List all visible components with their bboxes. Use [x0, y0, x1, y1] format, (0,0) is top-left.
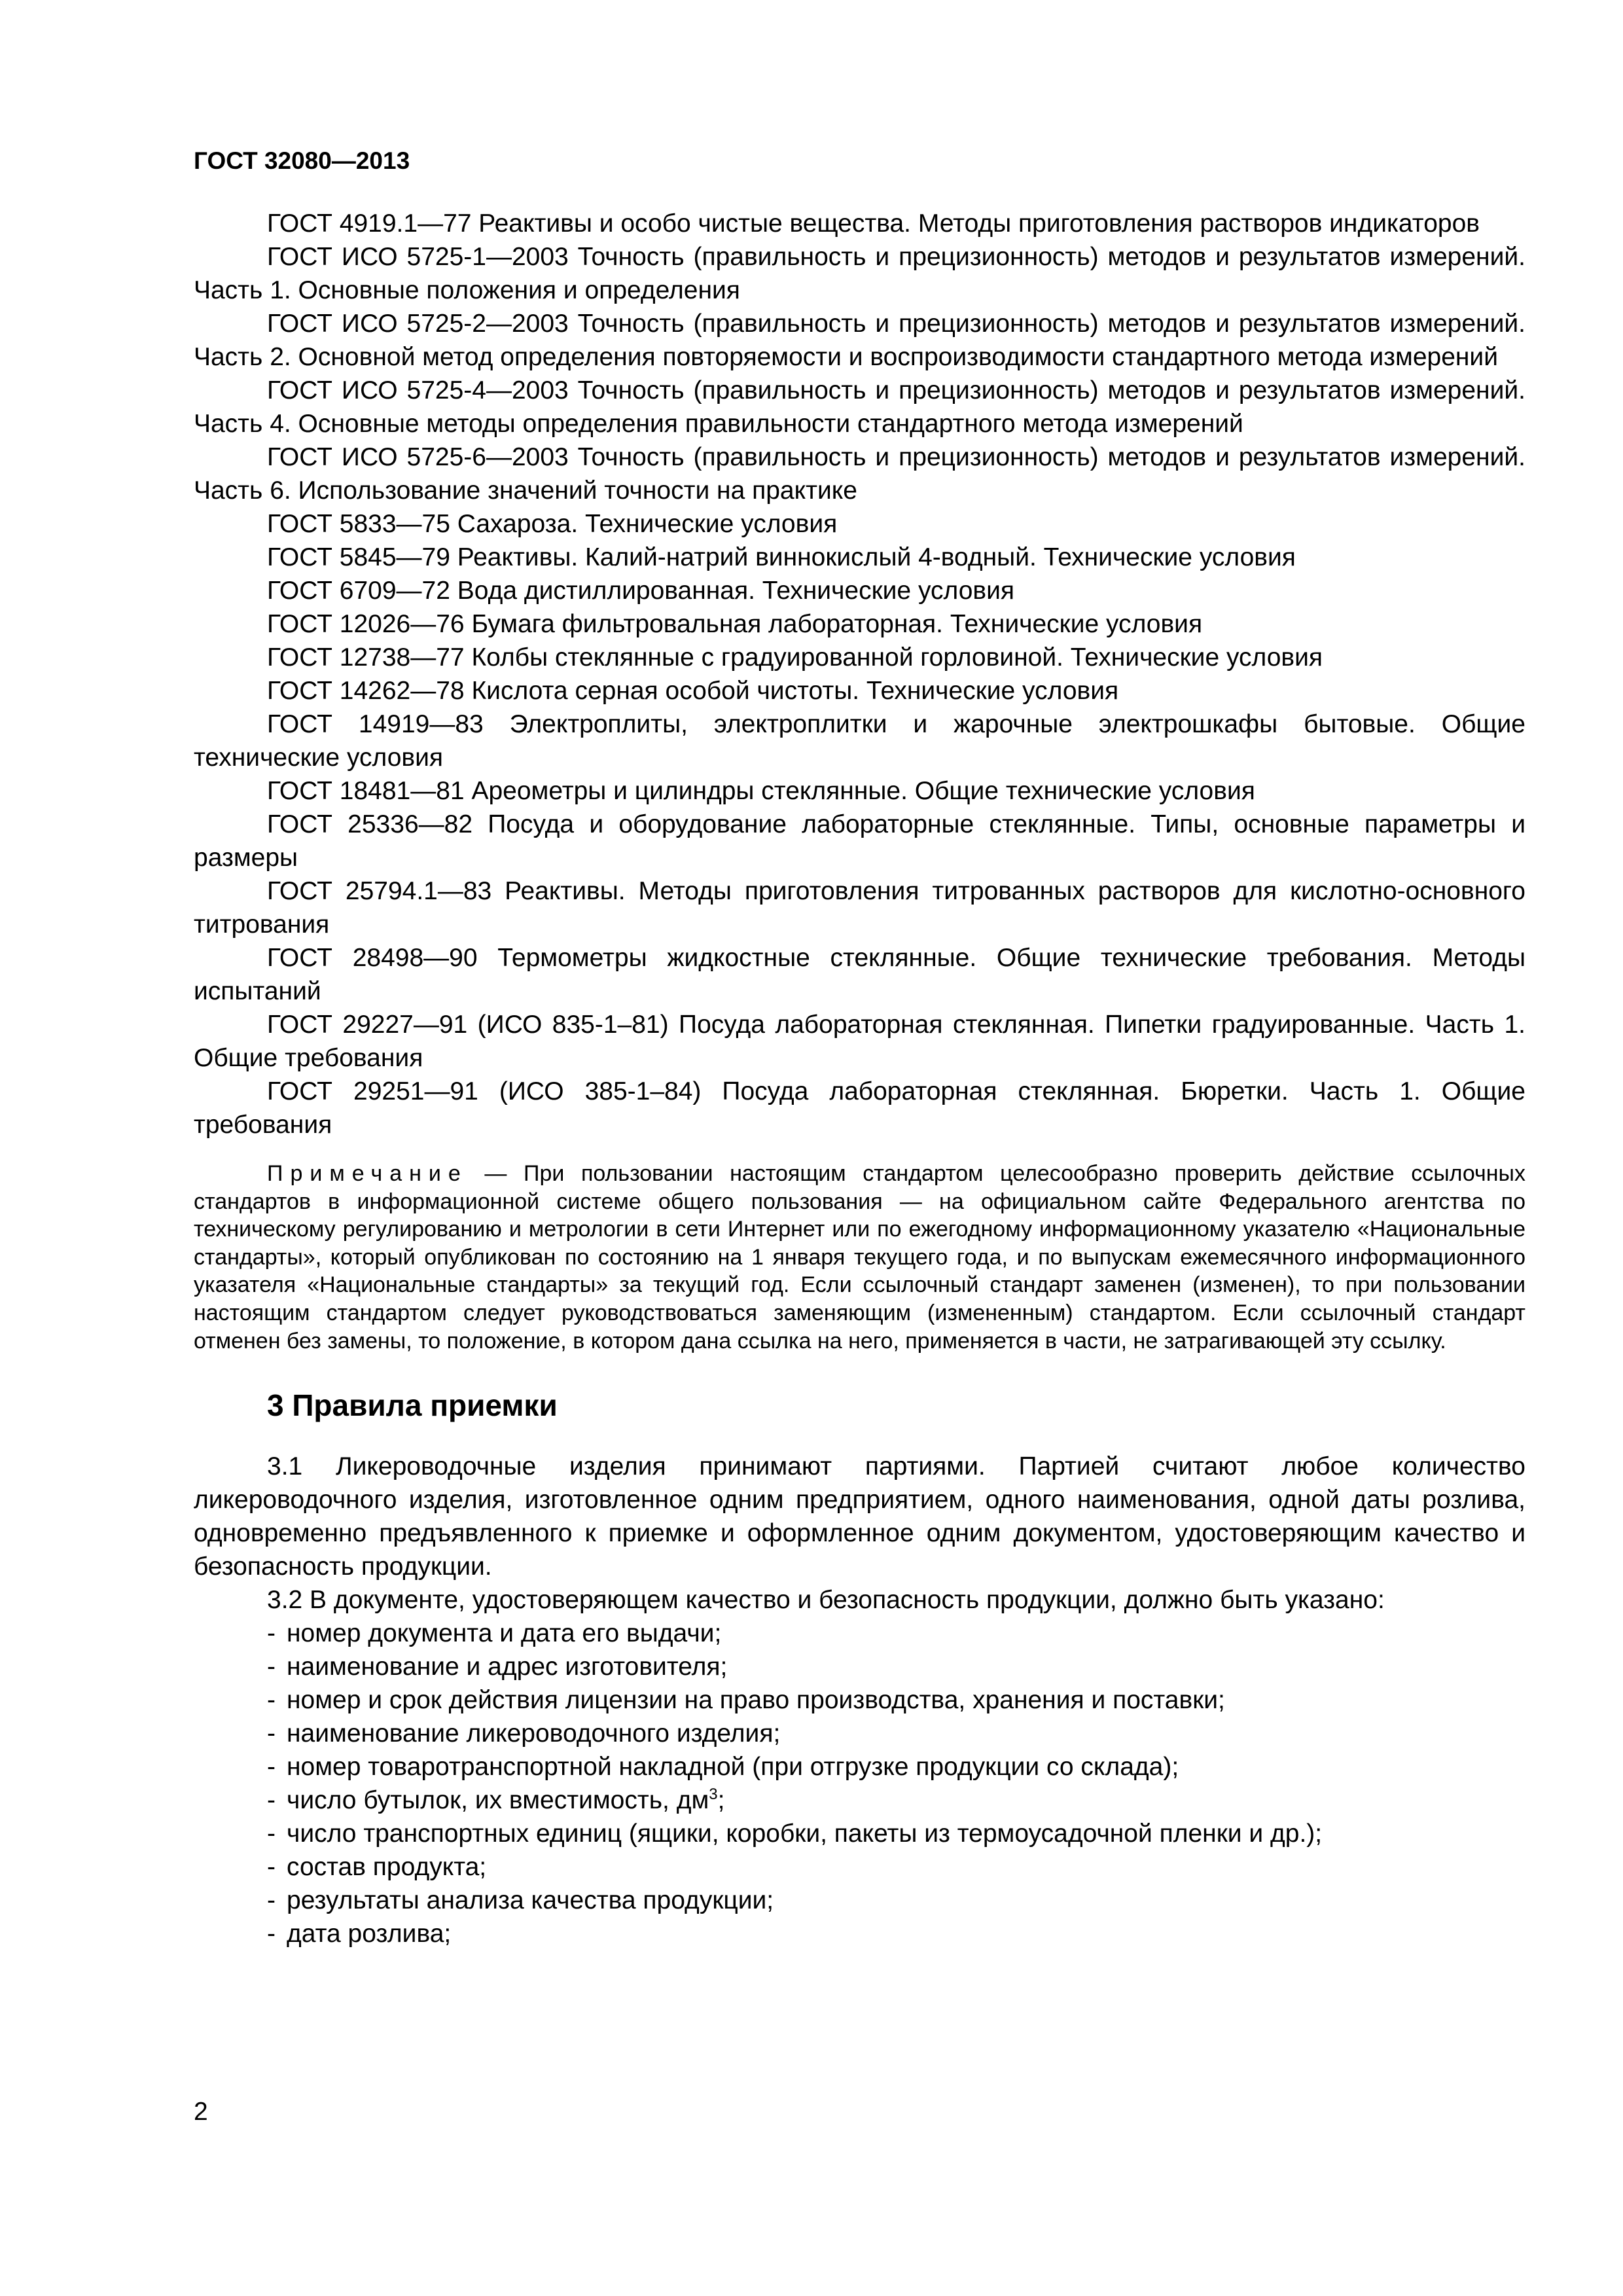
section-title: 3 Правила приемки — [267, 1388, 558, 1423]
reference-item: ГОСТ ИСО 5725-1—2003 Точность (правильность и прецизионность) методов и результатов измерений. Часть 1. Основные положения и определения — [194, 243, 1525, 304]
normative-references-list — [194, 207, 1525, 1141]
page-number: 2 — [194, 2098, 208, 2126]
list-item-text: дата розлива; — [287, 1920, 452, 1948]
clause-3-2: 3.2 В документе, удостоверяющем качество и безопасность продукции, должно быть указано: — [267, 1586, 1385, 1615]
reference-item: ГОСТ ИСО 5725-2—2003 Точность (правильность и прецизионность) методов и результатов измерений. Часть 2. Основной метод определения повторяемости и воспроизводимости стандартного метода измерений — [194, 310, 1525, 371]
list-dash: - — [267, 1786, 276, 1815]
reference-item: ГОСТ 12026—76 Бумага фильтровальная лабораторная. Технические условия — [267, 610, 1203, 638]
list-item-text: число бутылок, их вместимость, дм — [287, 1786, 709, 1815]
list-item-text: номер документа и дата его выдачи; — [287, 1619, 722, 1648]
reference-item: ГОСТ 4919.1—77 Реактивы и особо чистые вещества. Методы приготовления растворов индикаторов — [267, 209, 1480, 238]
superscript: 3 — [709, 1785, 718, 1804]
list-item-text: наименование ликероводочного изделия; — [287, 1719, 781, 1748]
reference-item: ГОСТ 18481—81 Ареометры и цилиндры стеклянные. Общие технические условия — [267, 777, 1255, 805]
list-item — [267, 1717, 1525, 1750]
list-item-text: число транспортных единиц (ящики, коробки, пакеты из термоусадочной пленки и др.); — [287, 1820, 1323, 1848]
reference-item: ГОСТ 29227—91 (ИСО 835-1–81) Посуда лабораторная стеклянная. Пипетки градуированные. Часть 1. Общие требования — [194, 1011, 1525, 1072]
list-item — [267, 1784, 1525, 1817]
reference-item: ГОСТ 25336—82 Посуда и оборудование лабораторные стеклянные. Типы, основные параметры и размеры — [194, 810, 1525, 872]
required-info-list — [194, 1617, 1525, 1950]
list-dash: - — [267, 1920, 276, 1948]
list-item — [267, 1850, 1525, 1884]
clause-3-1: 3.1 Ликероводочные изделия принимают партиями. Партией считают любое количество ликероводочного изделия, изготовленное одним предприятием, одного наименования, одной даты розлива, одновременно предъявленного к приемке и оформленное одним документом, удостоверяющим качество и безопасность продукции. — [194, 1452, 1525, 1581]
list-item — [267, 1817, 1525, 1850]
reference-item: ГОСТ 5845—79 Реактивы. Калий-натрий виннокислый 4-водный. Технические условия — [267, 543, 1296, 571]
list-item — [267, 1650, 1525, 1683]
note-text: — При пользовании настоящим стандартом целесообразно проверить действие ссылочных стандартов в информационной системе общего пользования — на официальном сайте Федерального агентства по техническому регулированию и метрологии в сети Интернет или по ежегодному информационному указателю «Национальные стандарты», который опубликован по состоянию на 1 января текущего года, и по выпускам ежемесячного информационного указателя «Национальные стандарты» за текущий год. Если ссылочный стандарт заменен (изменен), то при пользовании настоящим стандартом следует руководствоваться заменяющим (измененным) стандартом. Если ссылочный стандарт отменен без замены, то положение, в котором дана ссылка на него, применяется в части, не затрагивающей эту ссылку. — [194, 1161, 1525, 1354]
list-item-text: номер товаротранспортной накладной (при отгрузке продукции со склада); — [287, 1753, 1179, 1782]
list-item — [267, 1617, 1525, 1650]
reference-item: ГОСТ 6709—72 Вода дистиллированная. Технические условия — [267, 577, 1015, 605]
document-body — [194, 207, 1525, 1950]
reference-item: ГОСТ 14262—78 Кислота серная особой чистоты. Технические условия — [267, 677, 1119, 705]
document-header: ГОСТ 32080—2013 — [194, 147, 410, 174]
list-dash: - — [267, 1653, 276, 1681]
list-dash: - — [267, 1820, 276, 1848]
list-item-text: состав продукта; — [287, 1853, 487, 1882]
note-label: Примечание — [267, 1161, 468, 1186]
list-item-text: номер и срок действия лицензии на право производства, хранения и поставки; — [287, 1686, 1225, 1715]
list-dash: - — [267, 1686, 276, 1715]
list-item-tail: ; — [717, 1786, 725, 1815]
reference-item: ГОСТ 29251—91 (ИСО 385-1–84) Посуда лабораторная стеклянная. Бюретки. Часть 1. Общие требования — [194, 1077, 1525, 1139]
list-dash: - — [267, 1886, 276, 1915]
reference-item: ГОСТ ИСО 5725-6—2003 Точность (правильность и прецизионность) методов и результатов измерений. Часть 6. Использование значений точности на практике — [194, 443, 1525, 505]
note-paragraph — [194, 1160, 1525, 1355]
list-dash: - — [267, 1753, 276, 1782]
list-dash: - — [267, 1619, 276, 1648]
reference-item: ГОСТ 14919—83 Электроплиты, электроплитки и жарочные электрошкафы бытовые. Общие технические условия — [194, 710, 1525, 772]
reference-item: ГОСТ 5833—75 Сахароза. Технические условия — [267, 510, 838, 538]
reference-item: ГОСТ ИСО 5725-4—2003 Точность (правильность и прецизионность) методов и результатов измерений. Часть 4. Основные методы определения правильности стандартного метода измерений — [194, 376, 1525, 438]
list-dash: - — [267, 1719, 276, 1748]
list-item — [267, 1683, 1525, 1717]
list-item — [267, 1884, 1525, 1917]
list-dash: - — [267, 1853, 276, 1882]
reference-item: ГОСТ 12738—77 Колбы стеклянные с градуированной горловиной. Технические условия — [267, 643, 1323, 672]
reference-item: ГОСТ 28498—90 Термометры жидкостные стеклянные. Общие технические требования. Методы испытаний — [194, 944, 1525, 1005]
list-item — [267, 1750, 1525, 1784]
list-item-text: результаты анализа качества продукции; — [287, 1886, 774, 1915]
list-item — [267, 1917, 1525, 1950]
reference-item: ГОСТ 25794.1—83 Реактивы. Методы приготовления титрованных растворов для кислотно-основного титрования — [194, 877, 1525, 939]
list-item-text: наименование и адрес изготовителя; — [287, 1653, 728, 1681]
